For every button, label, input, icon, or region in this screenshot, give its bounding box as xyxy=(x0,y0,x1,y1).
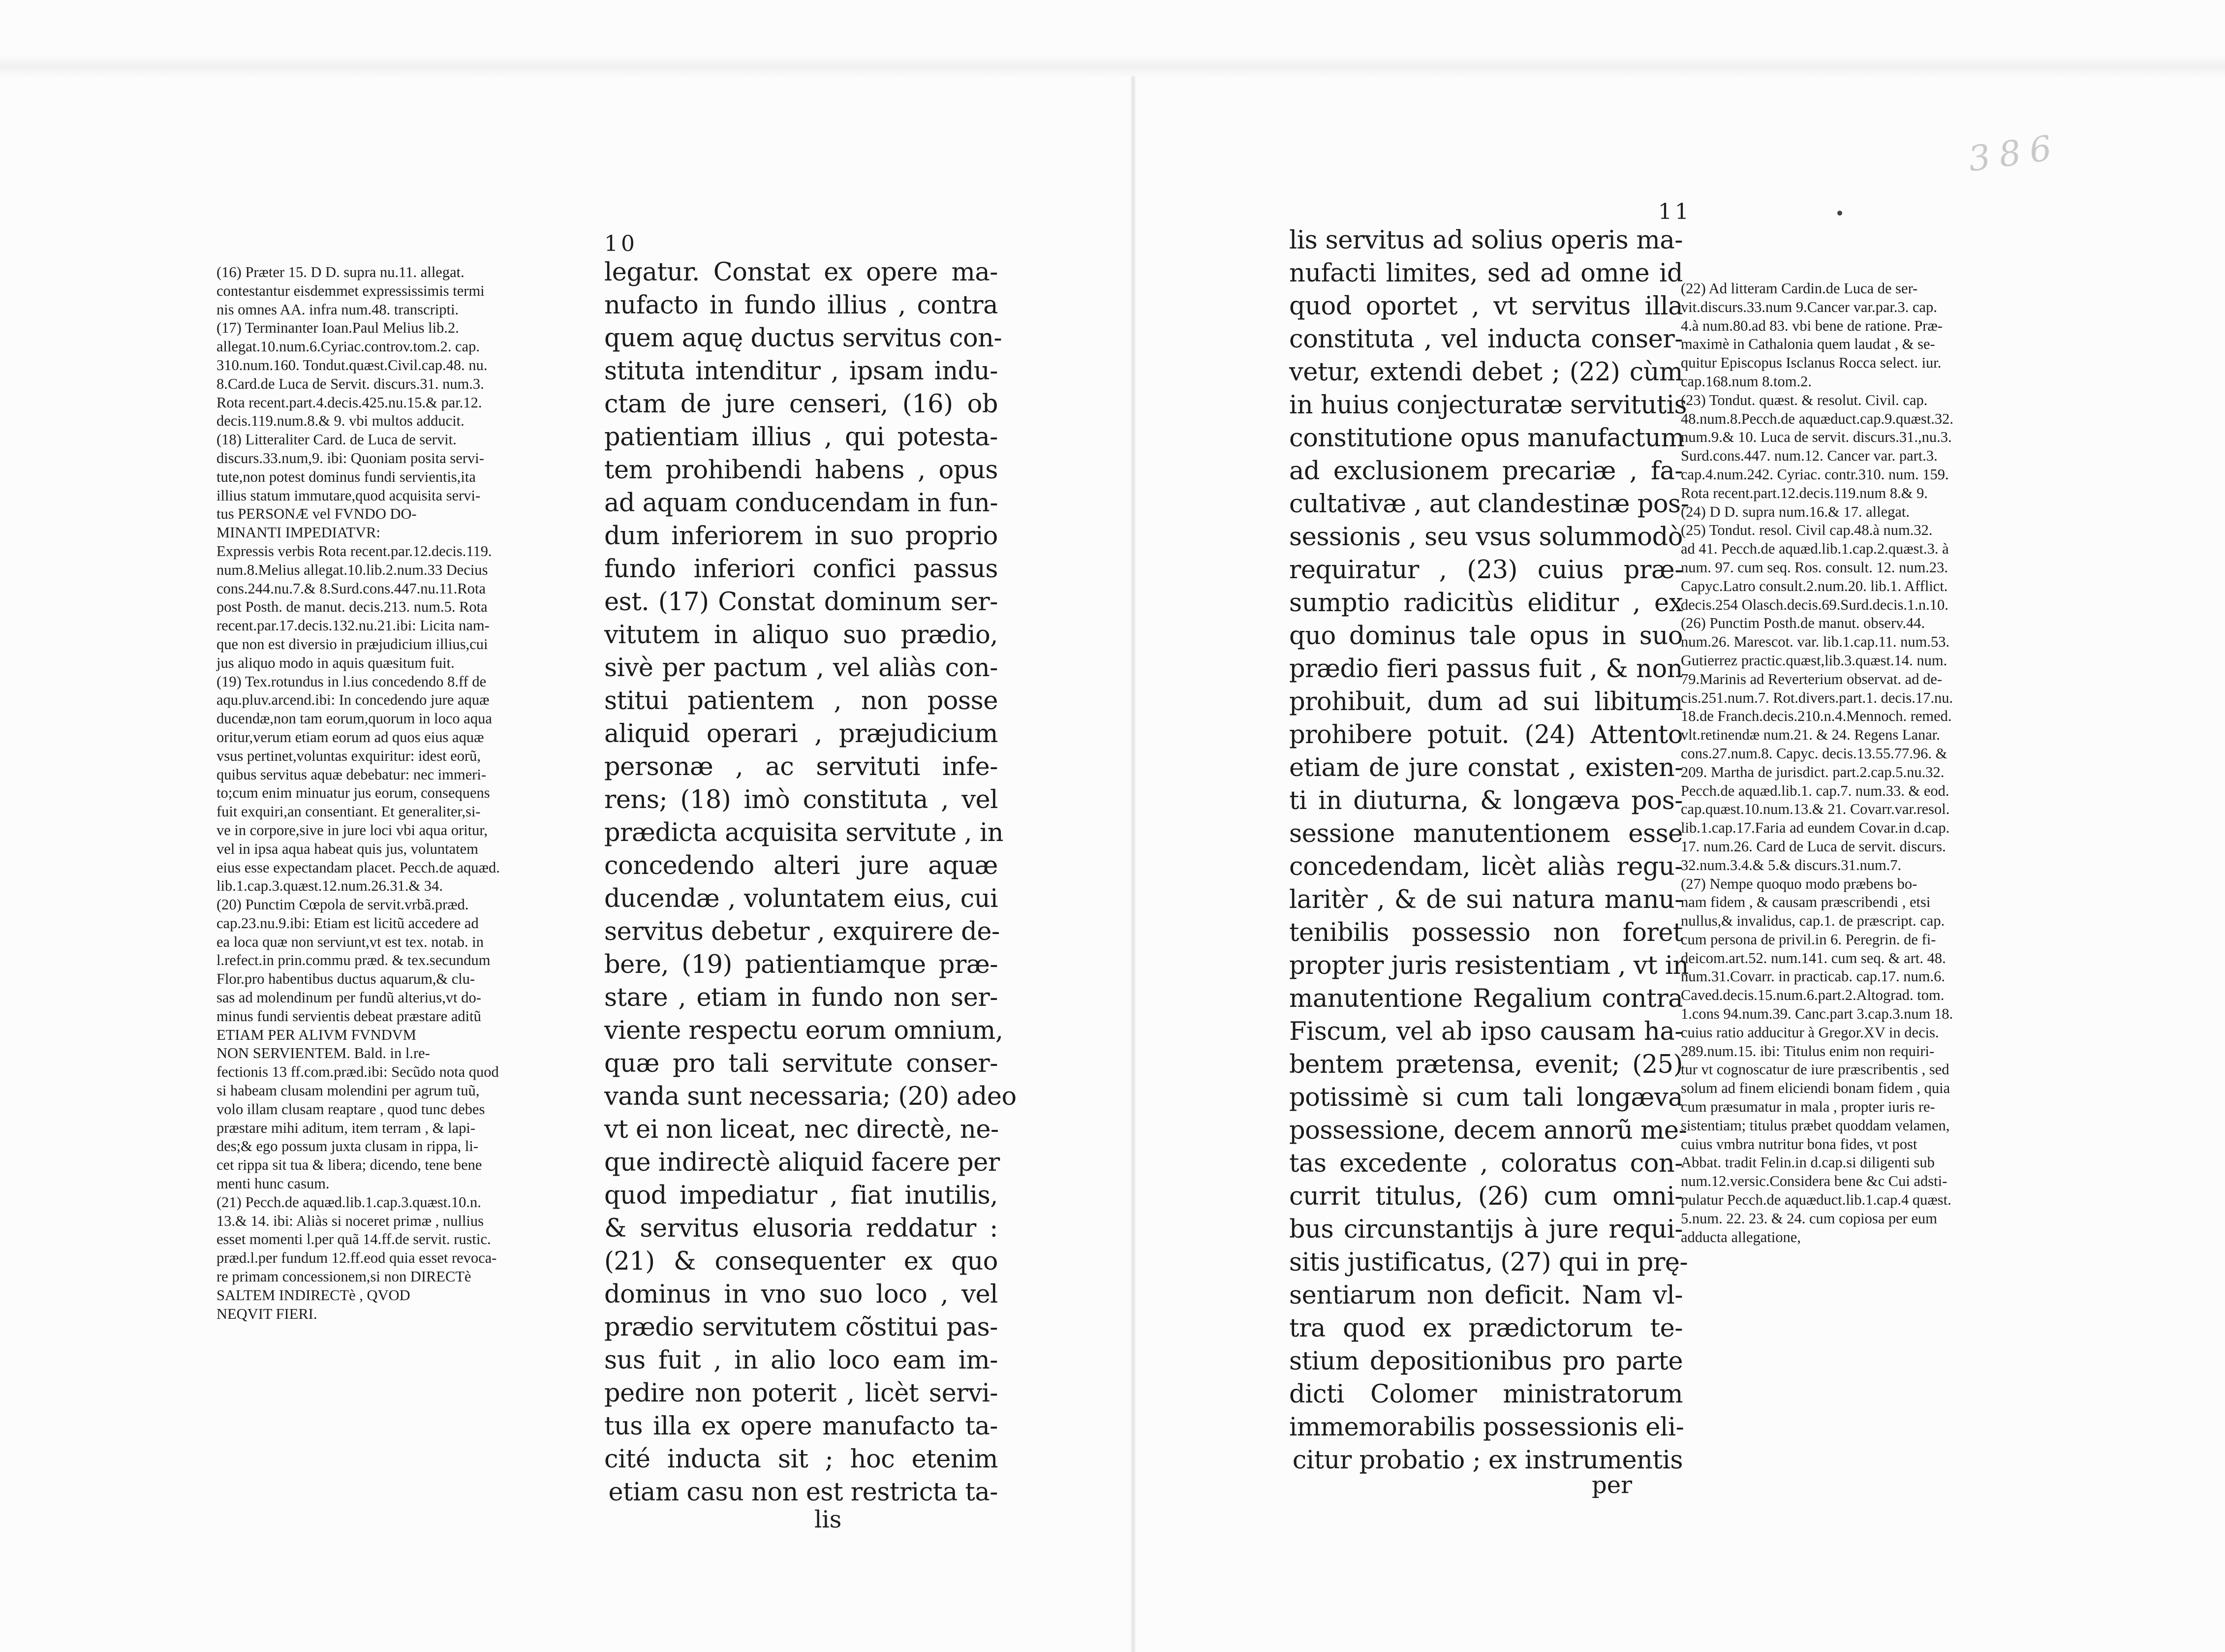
text-line: stare , etiam in fundo non ser- xyxy=(604,983,998,1012)
text-line: ducendæ , voluntatem eius, cui xyxy=(604,884,998,913)
note-line: 209. Martha de jurisdict. part.2.cap.5.nu.32. xyxy=(1681,763,1945,780)
text-line: in huius conjecturatæ servitutis xyxy=(1289,391,1687,420)
note-line: præstare mihi aditum, item terram , & lapi- xyxy=(216,1119,475,1136)
note-line: (21) Pecch.de aquæd.lib.1.cap.3.quæst.10.n. xyxy=(216,1193,481,1211)
note-line: cet rippa sit tua & libera; dicendo, tene bene xyxy=(216,1156,482,1174)
right-page-notes-column xyxy=(1681,280,2089,1247)
note-line: sistentiam; titulus præbet quoddam velamen, xyxy=(1681,1117,1950,1134)
note-line: cum persona de privil.in 6. Peregrin. de fi- xyxy=(1681,931,1936,948)
note-line: num.8.Melius allegat.10.lib.2.num.33 Decius xyxy=(216,561,488,578)
note-line: re primam concessionem,si non DIRECTè xyxy=(216,1268,471,1285)
note-line: to;cum enim minuatur jus eorum, consequens xyxy=(216,784,490,802)
text-line: quæ pro tali servitute conser- xyxy=(604,1049,998,1078)
text-line: servitus debetur , exquirere de- xyxy=(604,917,1000,946)
text-line: propter juris resistentiam , vt in xyxy=(1289,951,1689,980)
text-line: potissimè si cum tali longæva xyxy=(1289,1083,1683,1112)
text-line: sumptio radicitùs eliditur , ex xyxy=(1289,589,1683,618)
note-line: Pecch.de aquæd.lib.1. cap.7. num.33. & eod. xyxy=(1681,782,1949,799)
note-line: maximè in Cathalonia quem laudat , & se- xyxy=(1681,336,1935,353)
note-line: sas ad molendinum per fundũ alterius,vt do- xyxy=(216,989,481,1006)
note-line: pulatur Pecch.de aquæduct.lib.1.cap.4 quæst. xyxy=(1681,1191,1951,1209)
note-line: num.26. Marescot. var. lib.1.cap.11. num.53. xyxy=(1681,633,1950,651)
text-line: personæ , ac servituti infe- xyxy=(604,752,998,781)
note-line: (26) Punctim Posth.de manut. observ.44. xyxy=(1681,615,1925,632)
note-line: cap.168.num 8.tom.2. xyxy=(1681,373,1812,390)
note-line: Surd.cons.447. num.12. Cancer var. part.3. xyxy=(1681,447,1938,465)
note-line: (20) Punctim Cœpola de servit.vrbã.præd. xyxy=(216,896,469,913)
text-line: ad exclusionem precariæ , fa- xyxy=(1289,457,1683,486)
note-line: ea loca quæ non serviunt,vt est tex. notab. in xyxy=(216,933,484,950)
text-line: quem aquę ductus servitus con- xyxy=(604,324,1002,353)
left-page-notes-column xyxy=(216,263,598,1323)
text-line: vanda sunt necessaria; (20) adeo xyxy=(604,1082,1017,1111)
text-line: sus fuit , in alio loco eam im- xyxy=(604,1346,998,1375)
note-line: vsus pertinet,voluntas exquiritur: idest eorũ, xyxy=(216,747,481,764)
right-page-number: 11 xyxy=(1658,199,1692,224)
book-gutter xyxy=(1130,76,1136,1652)
note-line: vel in ipsa aqua habeat quis jus, voluntatem xyxy=(216,840,478,857)
text-line: ctam de jure censeri, (16) ob xyxy=(604,390,998,419)
note-line: adducta allegatione, xyxy=(1681,1228,1801,1246)
text-line: sivè per pactum , vel aliàs con- xyxy=(604,654,998,683)
text-line: legatur. Constat ex opere ma- xyxy=(604,258,998,287)
text-line: stitui patientem , non posse xyxy=(604,686,998,716)
note-line: præd.l.per fundum 12.ff.eod quia esset revoca- xyxy=(216,1249,497,1267)
note-line: NEQVIT FIERI. xyxy=(216,1305,317,1322)
note-line: cum præsumatur in mala , propter iuris re- xyxy=(1681,1098,1935,1116)
note-line: lib.1.cap.3.quæst.12.num.26.31.& 34. xyxy=(216,877,443,895)
text-line: lis servitus ad solius operis ma- xyxy=(1289,226,1683,255)
text-line: dum inferiorem in suo proprio xyxy=(604,522,998,551)
note-line: cap.4.num.242. Cyriac. contr.310. num. 159. xyxy=(1681,466,1949,483)
text-line: tus illa ex opere manufacto ta- xyxy=(604,1412,998,1441)
text-line: vt ei non liceat, nec directè, ne- xyxy=(604,1115,999,1144)
note-line: Rota recent.part.12.decis.119.num 8.& 9. xyxy=(1681,484,1928,501)
ink-speck xyxy=(1837,211,1842,216)
note-line: tute,non potest dominus fundi servientis,ita xyxy=(216,468,476,485)
note-line: decis.254 Olasch.decis.69.Surd.decis.1.n.10. xyxy=(1681,596,1948,613)
note-line: 4.à num.80.ad 83. vbi bene de ratione. Præ- xyxy=(1681,317,1943,334)
note-line: Gutierrez practic.quæst,lib.3.quæst.14. num. xyxy=(1681,652,1947,669)
text-line: requiratur , (23) cuius præ- xyxy=(1289,556,1683,585)
text-line: prædio servitutem cõstitui pas- xyxy=(604,1313,998,1342)
note-line: vit.discurs.33.num 9.Cancer var.par.3. cap. xyxy=(1681,298,1937,315)
note-line: illius statum immutare,quod acquisita servi- xyxy=(216,487,481,504)
text-line: prohibere potuit. (24) Attento xyxy=(1289,720,1683,749)
note-line: MINANTI IMPEDIATVR: xyxy=(216,524,380,541)
note-line: cuius vmbra nutritur bona fides, vt post xyxy=(1681,1135,1917,1153)
text-line: sessione manutentionem esse xyxy=(1289,819,1683,848)
note-line: cap.23.nu.9.ibi: Etiam est licitũ accedere ad xyxy=(216,914,479,932)
note-line: aqu.pluv.arcend.ibi: In concedendo jure aquæ xyxy=(216,691,490,709)
note-line: ad 41. Pecch.de aquæd.lib.1.cap.2.quæst.3. à xyxy=(1681,540,1949,558)
text-line: concedendo alteri jure aquæ xyxy=(604,851,998,880)
note-line: que non est diversio in præjudicium illius,cui xyxy=(216,635,488,653)
text-line: vetur, extendi debet ; (22) cùm xyxy=(1289,358,1683,387)
text-line: tas excedente , coloratus con- xyxy=(1289,1149,1683,1178)
note-line: (19) Tex.rotundus in l.ius concedendo 8.ff de xyxy=(216,673,487,690)
text-line: manutentione Regalium contra xyxy=(1289,984,1683,1013)
note-line: jus aliquo modo in aquis quæsitum fuit. xyxy=(216,654,455,671)
note-line: discurs.33.num,9. ibi: Quoniam posita servi- xyxy=(216,449,484,467)
text-line: cultativæ , aut clandestinæ pos- xyxy=(1289,490,1689,519)
note-line: cons.27.num.8. Capyc. decis.13.55.77.96. & xyxy=(1681,745,1947,762)
note-line: nullus,& invalidus, cap.1. de præscript. cap. xyxy=(1681,912,1945,930)
note-line: cons.244.nu.7.& 8.Surd.cons.447.nu.11.Rota xyxy=(216,580,486,597)
text-line: bentem prætensa, evenit; (25) xyxy=(1289,1050,1683,1079)
note-line: contestantur eisdemmet expressissimis termi xyxy=(216,282,485,299)
text-line: bere, (19) patientiamque præ- xyxy=(604,950,998,979)
text-line: constitutione opus manufactum xyxy=(1289,424,1685,453)
text-line: quo dominus tale opus in suo xyxy=(1289,622,1683,651)
note-line: recent.par.17.decis.132.nu.21.ibi: Licita nam- xyxy=(216,617,490,634)
text-line: quod impediatur , fiat inutilis, xyxy=(604,1181,998,1210)
note-line: oritur,verum etiam eorum ad quos eius aquæ xyxy=(216,728,484,746)
text-line: prædicta acquisita servitute , in xyxy=(604,818,1004,847)
note-line: eius esse expectandam placet. Pecch.de aquæd. xyxy=(216,859,500,876)
note-line: 5.num. 22. 23. & 24. cum copiosa per eum xyxy=(1681,1210,1937,1227)
note-line: tur vt cognoscatur de iure præscribentis , sed xyxy=(1681,1061,1949,1078)
note-line: Abbat. tradit Felin.in d.cap.si diligenti sub xyxy=(1681,1154,1935,1171)
text-line: est. (17) Constat dominum ser- xyxy=(604,588,998,617)
left-page-number: 10 xyxy=(604,231,638,256)
note-line: si habeam clusam molendini per agrum tuũ, xyxy=(216,1082,480,1099)
text-line: stituta intenditur , ipsam indu- xyxy=(604,357,998,386)
note-line: fuit exquiri,an consentiant. Et generaliter,si- xyxy=(216,803,481,820)
text-line: rens; (18) imò constituta , vel xyxy=(604,785,998,814)
note-line: (24) D D. supra num.16.& 17. allegat. xyxy=(1681,503,1910,520)
note-line: 1.cons 94.num.39. Canc.part 3.cap.3.num 18. xyxy=(1681,1005,1953,1023)
text-line: vitutem in aliquo suo prædio, xyxy=(604,621,998,650)
text-line: etiam casu non est restricta ta- xyxy=(608,1478,998,1507)
note-line: lib.1.cap.17.Faria ad eundem Covar.in d.cap. xyxy=(1681,819,1950,837)
text-line: dominus in vno suo loco , vel xyxy=(604,1280,998,1309)
note-line: des;& ego possum juxta clusam in rippa, li- xyxy=(216,1138,478,1155)
note-line: volo illam clusam reaptare , quod tunc debes xyxy=(216,1100,485,1118)
note-line: esset momenti l.per quã 14.ff.de servit. rustic. xyxy=(216,1231,491,1248)
note-line: Rota recent.part.4.decis.425.nu.15.& par.12. xyxy=(216,394,482,411)
note-line: num. 97. cum seq. Ros. consult. 12. num.23. xyxy=(1681,559,1948,576)
text-line: Fiscum, vel ab ipso causam ha- xyxy=(1289,1017,1683,1046)
note-line: quitur Episcopus Isclanus Rocca select. iur. xyxy=(1681,354,1942,372)
note-line: ve in corpore,sive in jure loci vbi aqua oritur, xyxy=(216,821,488,839)
note-line: Capyc.Latro consult.2.num.20. lib.1. Afflict. xyxy=(1681,577,1948,594)
text-line: viente respectu eorum omnium, xyxy=(604,1016,1003,1045)
text-line: laritèr , & de sui natura manu- xyxy=(1289,885,1683,914)
note-line: cuius ratio adducitur à Gregor.XV in decis. xyxy=(1681,1024,1939,1041)
note-line: NON SERVIENTEM. Bald. in l.re- xyxy=(216,1045,430,1062)
scan-shadow-band xyxy=(0,54,2225,79)
text-line: concedendam, licèt aliàs regu- xyxy=(1289,852,1683,881)
note-line: decis.119.num.8.& 9. vbi multos adducit. xyxy=(216,412,464,430)
note-line: quibus servitus aquæ debebatur: nec immeri- xyxy=(216,766,487,783)
text-line: sessionis , seu vsus solummodò xyxy=(1289,523,1683,552)
note-line: Caved.decis.15.num.6.part.2.Altograd. tom. xyxy=(1681,987,1945,1004)
text-line: prædio fieri passus fuit , & non xyxy=(1289,655,1683,684)
note-line: ETIAM PER ALIVM FVNDVM xyxy=(216,1026,416,1043)
note-line: Expressis verbis Rota recent.par.12.decis.119. xyxy=(216,542,492,560)
text-line: ad aquam conducendam in fun- xyxy=(604,489,998,518)
note-line: (23) Tondut. quæst. & resolut. Civil. cap. xyxy=(1681,391,1928,408)
note-line: (18) Litteraliter Card. de Luca de servit. xyxy=(216,431,457,448)
text-line: pedire non poterit , licèt servi- xyxy=(604,1379,998,1408)
text-line: stium depositionibus pro parte xyxy=(1289,1347,1683,1376)
text-line: que indirectè aliquid facere per xyxy=(604,1148,1000,1177)
note-line: (16) Præter 15. D D. supra nu.11. allegat. xyxy=(216,264,464,281)
text-line: aliquid operari , præjudicium xyxy=(604,719,998,748)
right-page-catchword: per xyxy=(1592,1471,1633,1499)
note-line: minus fundi servientis debeat præstare aditũ xyxy=(216,1007,481,1025)
note-line: SALTEM INDIRECTè , QVOD xyxy=(216,1286,410,1304)
note-line: tus PERSONÆ vel FVNDO DO- xyxy=(216,505,417,523)
left-page-catchword: lis xyxy=(814,1506,842,1533)
note-line: 13.& 14. ibi: Aliàs si noceret primæ , nullius xyxy=(216,1212,484,1229)
text-line: possessione, decem annorũ me- xyxy=(1289,1116,1687,1145)
text-line: nufacto in fundo illius , contra xyxy=(604,291,998,320)
text-line: ti in diuturna, & longæva pos- xyxy=(1289,786,1683,815)
note-line: 310.num.160. Tondut.quæst.Civil.cap.48. nu. xyxy=(216,356,488,374)
right-page-main-text xyxy=(1289,224,1689,1477)
text-line: tenibilis possessio non foret xyxy=(1289,918,1683,947)
note-line: l.refect.in prin.commu præd. & tex.secundum xyxy=(216,952,491,969)
handwritten-folio-annotation: 386 xyxy=(1966,126,2063,180)
text-line: sentiarum non deficit. Nam vl- xyxy=(1289,1281,1683,1310)
left-page-main-text xyxy=(604,256,1017,1509)
note-line: 8.Card.de Luca de Servit. discurs.31. num.3. xyxy=(216,375,484,392)
text-line: tem prohibendi habens , opus xyxy=(604,456,998,485)
note-line: nam fidem , & causam præscribendi , etsi xyxy=(1681,894,1931,911)
note-line: Flor.pro habentibus ductus aquarum,& clu- xyxy=(216,970,475,988)
note-line: num.9.& 10. Luca de servit. discurs.31.,nu.3. xyxy=(1681,429,1952,446)
text-line: citur probatio ; ex instrumentis xyxy=(1292,1446,1683,1475)
note-line: nis omnes AA. infra num.48. transcripti. xyxy=(216,301,459,318)
text-line: immemorabilis possessionis eli- xyxy=(1289,1413,1684,1442)
text-line: etiam de jure constat , existen- xyxy=(1289,753,1683,782)
note-line: (17) Terminanter Ioan.Paul Melius lib.2. xyxy=(216,319,459,337)
note-line: ducendæ,non tam eorum,quorum in loco aqua xyxy=(216,710,492,727)
text-line: constituta , vel inducta conser- xyxy=(1289,325,1683,354)
note-line: 48.num.8.Pecch.de aquæduct.cap.9.quæst.32. xyxy=(1681,410,1953,427)
note-line: 32.num.3.4.& 5.& discurs.31.num.7. xyxy=(1681,856,1902,873)
note-line: menti hunc casum. xyxy=(216,1175,330,1192)
text-line: tra quod ex prædictorum te- xyxy=(1289,1314,1683,1343)
note-line: 79.Marinis ad Reverterium observat. ad de- xyxy=(1681,670,1943,687)
note-line: num.31.Covarr. in practicab. cap.17. num.6. xyxy=(1681,968,1946,985)
text-line: & servitus elusoria reddatur : xyxy=(604,1214,998,1243)
note-line: solum ad finem eliciendi bonam fidem , quia xyxy=(1681,1080,1950,1097)
note-line: cis.251.num.7. Rot.divers.part.1. decis.17.nu. xyxy=(1681,689,1953,706)
note-line: deicom.art.52. num.141. cum seq. & art. 48. xyxy=(1681,949,1946,966)
text-line: sitis justificatus, (27) qui in prę- xyxy=(1289,1248,1688,1277)
note-line: num.12.versic.Considera bene &c Cui adsti- xyxy=(1681,1173,1947,1190)
text-line: nufacti limites, sed ad omne id xyxy=(1289,259,1683,288)
text-line: patientiam illius , qui potesta- xyxy=(604,423,998,452)
text-line: fundo inferiori confici passus xyxy=(604,555,998,584)
note-line: allegat.10.num.6.Cyriac.controv.tom.2. cap. xyxy=(216,338,480,355)
note-line: 18.de Franch.decis.210.n.4.Mennoch. remed. xyxy=(1681,708,1952,725)
text-line: dicti Colomer ministratorum xyxy=(1289,1380,1683,1409)
note-line: 289.num.15. ibi: Titulus enim non requiri- xyxy=(1681,1042,1935,1060)
text-line: currit titulus, (26) cum omni- xyxy=(1289,1182,1683,1211)
note-line: (25) Tondut. resol. Civil cap.48.à num.32. xyxy=(1681,522,1933,539)
note-line: (27) Nempe quoquo modo præbens bo- xyxy=(1681,875,1917,892)
note-line: post Posth. de manut. decis.213. num.5. Rota xyxy=(216,598,488,616)
text-line: quod oportet , vt servitus illa xyxy=(1289,292,1683,321)
text-line: prohibuit, dum ad sui libitum xyxy=(1289,687,1683,717)
note-line: cap.quæst.10.num.13.& 21. Covarr.var.resol. xyxy=(1681,801,1950,818)
note-line: 17. num.26. Card de Luca de servit. discurs. xyxy=(1681,838,1946,855)
note-line: vlt.retinendæ num.21. & 24. Regens Lanar. xyxy=(1681,726,1940,744)
note-line: fectionis 13 ff.com.præd.ibi: Secũdo nota quod xyxy=(216,1063,499,1081)
text-line: bus circunstantijs à jure requi- xyxy=(1289,1215,1683,1244)
note-line: (22) Ad litteram Cardin.de Luca de ser- xyxy=(1681,280,1918,297)
text-line: (21) & consequenter ex quo xyxy=(604,1247,998,1276)
text-line: cité inducta sit ; hoc etenim xyxy=(604,1445,998,1474)
